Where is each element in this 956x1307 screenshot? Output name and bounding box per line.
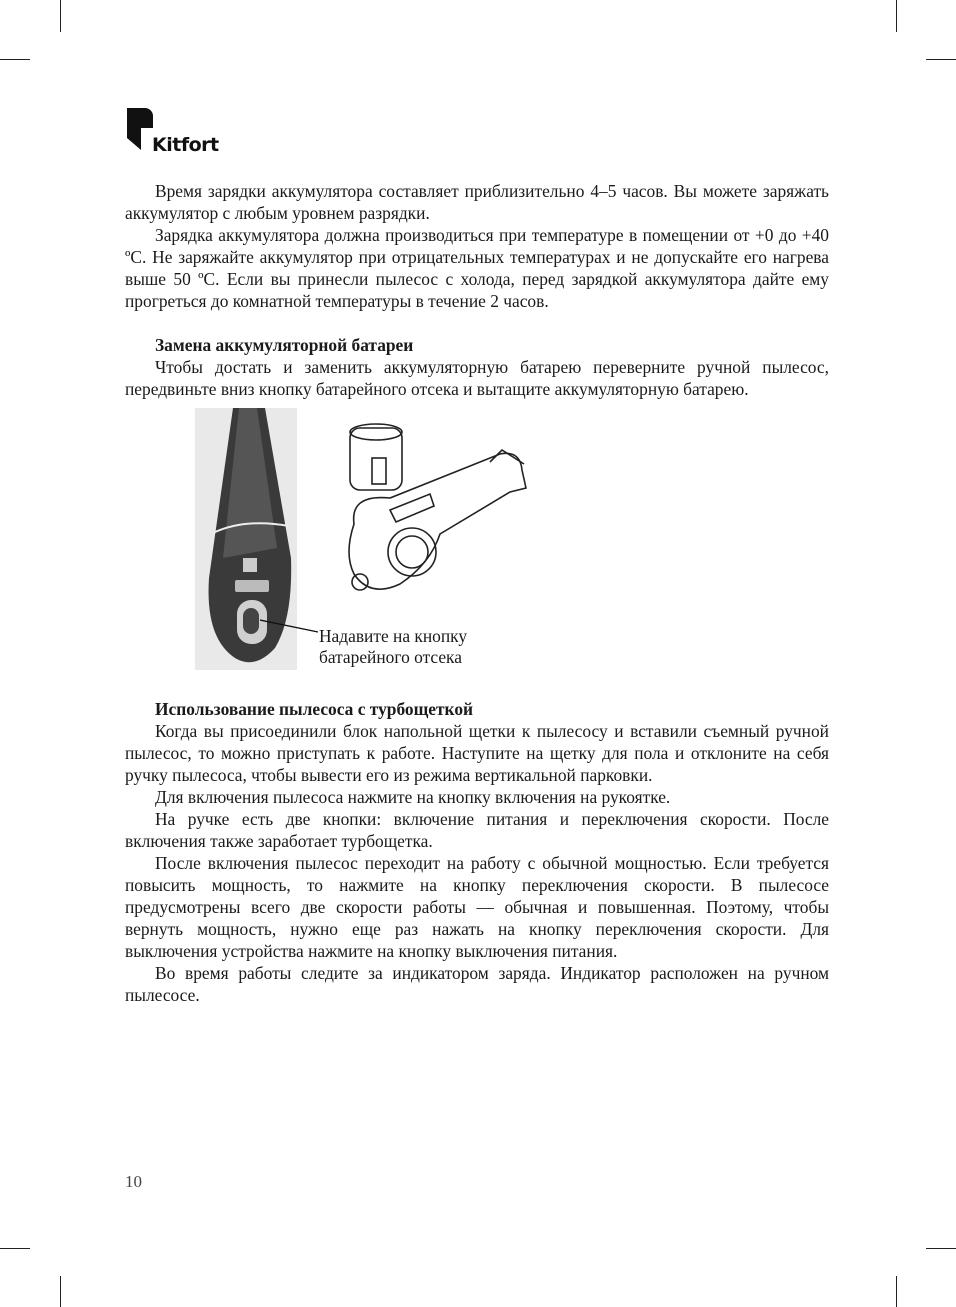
crop-mark <box>896 0 897 32</box>
page-content <box>125 180 829 1006</box>
battery-figure <box>125 408 829 690</box>
section-heading-turbo: Использование пылесоса с турбощеткой <box>155 699 474 719</box>
crop-mark <box>0 1248 30 1249</box>
crop-mark <box>896 1276 897 1307</box>
paragraph: Чтобы достать и заменить аккумуляторную батарею переверните ручной пылесос, передвиньте вниз кнопку батарейного отсека и вытащите аккумуляторную батарею. <box>125 357 829 399</box>
crop-mark <box>926 59 956 60</box>
paragraph: Во время работы следите за индикатором заряда. Индикатор расположен на ручном пылесосе. <box>125 963 829 1005</box>
callout-line-icon <box>260 616 320 636</box>
hand-vacuum-drawing-icon <box>330 414 530 614</box>
crop-mark <box>926 1248 956 1249</box>
crop-mark <box>0 59 30 60</box>
paragraph: Для включения пылесоса нажмите на кнопку включения на рукоятке. <box>155 787 671 807</box>
figure-caption <box>319 626 467 668</box>
caption-line: Надавите на кнопку <box>319 626 468 646</box>
page-number: 10 <box>125 1172 142 1191</box>
caption-line: батарейного отсека <box>319 647 462 667</box>
brand-name: Kitfort <box>152 134 219 156</box>
paragraph: Время зарядки аккумулятора составляет приблизительно 4–5 часов. Вы можете заряжать аккумулятор с любым уровнем разрядки. <box>125 181 829 223</box>
paragraph: На ручке есть две кнопки: включение питания и переключения скорости. После включения также заработает турбощетка. <box>125 809 829 851</box>
section-heading-battery: Замена аккумуляторной батареи <box>155 335 414 355</box>
crop-mark <box>60 0 61 32</box>
paragraph: Зарядка аккумулятора должна производиться при температуре в помещении от +0 до +40 ºС. Не заряжайте аккумулятор при отрицательных температурах и не допускайте его нагрева выше 50 ºС. Если вы принесли пылесос с холода, перед зарядкой аккумулятора дайте ему прогреться до комнатной температуры в течение 2 часов. <box>125 225 829 311</box>
paragraph: После включения пылесос переходит на работу с обычной мощностью. Если требуется повысить мощность, то нажмите на кнопку переключения скорости. В пылесосе предусмотрены всего две скорости работы — обычная и повышенная. Поэтому, чтобы вернуть мощность, нужно еще раз нажать на кнопку переключения скорости. Для выключения устройства нажмите на кнопку выключения питания. <box>125 853 829 961</box>
crop-mark <box>60 1276 61 1307</box>
paragraph: Когда вы присоединили блок напольной щетки к пылесосу и вставили съемный ручной пылесос, то можно приступать к работе. Наступите на щетку для пола и отклоните на себя ручку пылесоса, чтобы вывести его из режима вертикальной парковки. <box>125 721 829 785</box>
